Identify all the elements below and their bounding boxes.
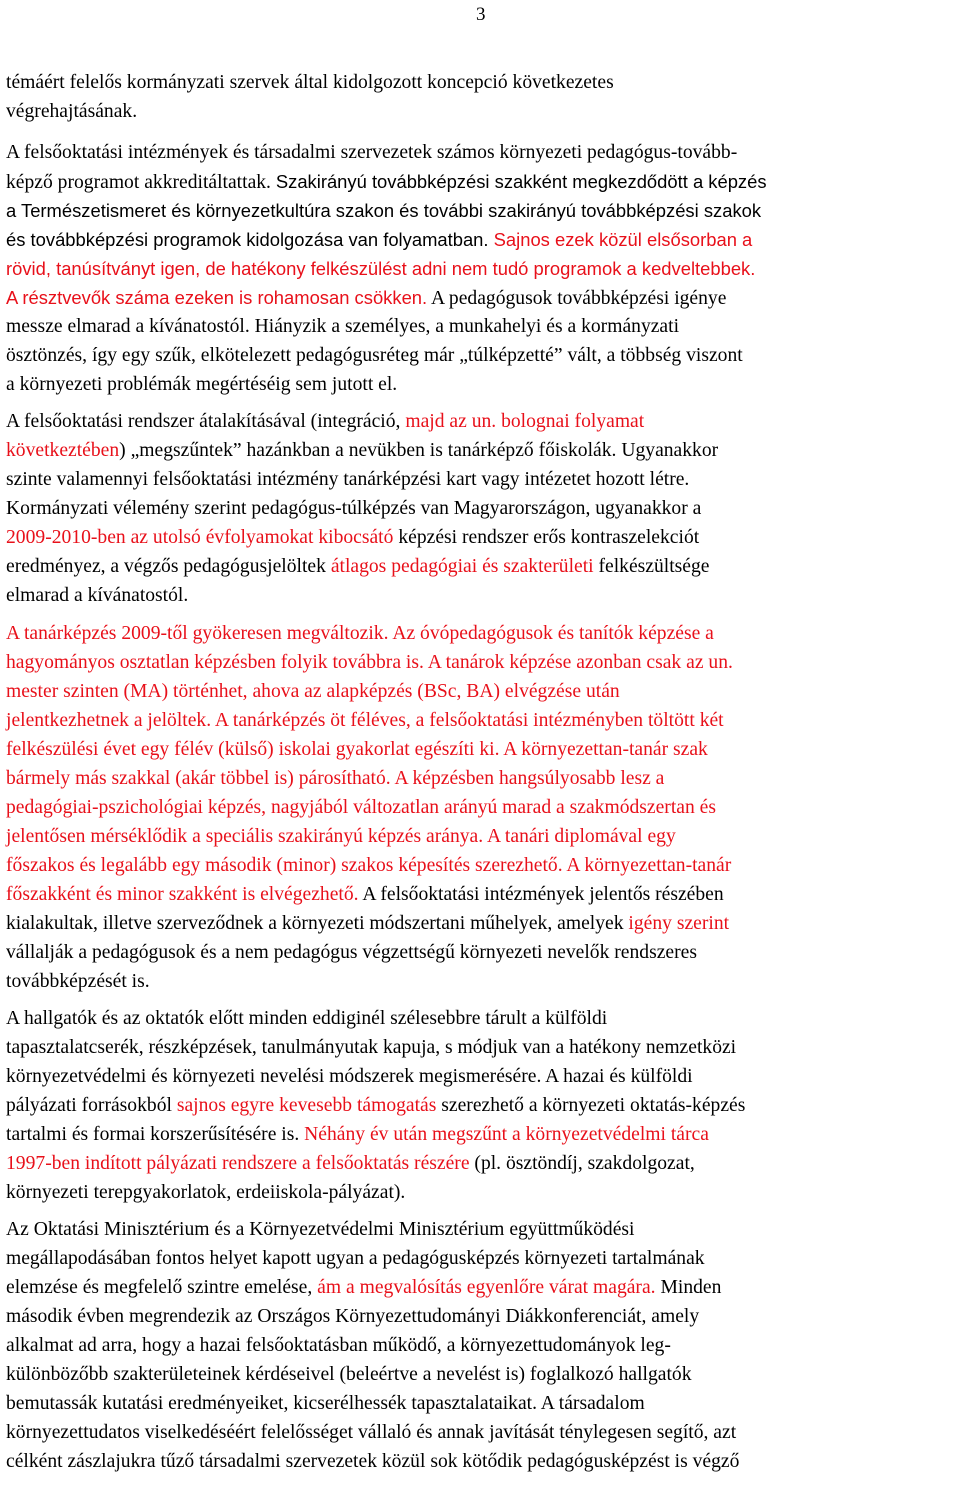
text-line <box>6 1302 956 1331</box>
text-run: főszakként és minor szakként is elvégezhető. <box>6 884 359 905</box>
text-line <box>6 793 956 822</box>
text-run: felkészültsége <box>593 556 710 577</box>
text-run: tartalmi és formai korszerűsítésére is. <box>6 1124 305 1145</box>
document-body <box>6 68 956 1476</box>
text-run: második évben megrendezik az Országos Környezettudományi Diákkonferenciát, amely <box>6 1306 700 1327</box>
text-run: képző programot akkreditáltattak. <box>6 172 276 193</box>
text-line <box>6 938 956 967</box>
text-line <box>6 1273 956 1302</box>
text-line <box>6 68 956 97</box>
text-run: különbözőbb szakterületeinek kérdéseivel (beleértve a nevelést is) foglalkozó hallgatók <box>6 1364 692 1385</box>
text-run: kialakultak, illetve szerveződnek a környezeti módszertani műhelyek, amelyek <box>6 913 629 934</box>
text-run: átlagos pedagógiai és szakterületi <box>330 556 594 577</box>
text-line <box>6 1418 956 1447</box>
text-line <box>6 167 956 196</box>
text-run: Minden <box>655 1277 722 1298</box>
text-run: bemutassák kutatási eredményeiket, kicserélhessék tapasztalataikat. A társadalom <box>6 1393 645 1414</box>
text-line <box>6 1091 956 1120</box>
text-line <box>6 1033 956 1062</box>
text-line <box>6 97 956 126</box>
text-line <box>6 465 956 494</box>
text-line <box>6 436 956 465</box>
text-line <box>6 648 956 677</box>
paragraph-gap <box>6 996 956 1004</box>
text-line <box>6 1178 956 1207</box>
text-run: rövid, tanúsítványt igen, de hatékony felkészülést adni nem tudó programok a kedveltebbek. <box>6 258 756 279</box>
text-line <box>6 1447 956 1476</box>
text-run: tapasztalatcserék, részképzések, tanulmányutak kapuja, s módjuk van a hatékony nemzetközi <box>6 1037 737 1058</box>
paragraph-1 <box>6 68 956 126</box>
text-run: megállapodásában fontos helyet kapott ugyan a pedagógusképzés környezeti tartalmának <box>6 1248 705 1269</box>
text-line <box>6 138 956 167</box>
text-line <box>6 523 956 552</box>
text-line <box>6 407 956 436</box>
text-run: vállalják a pedagógusok és a nem pedagógus végzettségű környezeti nevelők rendszeres <box>6 942 697 963</box>
text-run: sajnos egyre kevesebb támogatás <box>176 1095 437 1116</box>
text-line <box>6 581 956 610</box>
text-run: A résztvevők száma ezeken is rohamosan csökken. <box>6 287 428 308</box>
text-run: következtében <box>6 440 120 461</box>
text-line <box>6 225 956 254</box>
text-run: szinte valamennyi felsőoktatási intézmény tanárképzési kart vagy intézetet hozott létre. <box>6 469 690 490</box>
text-line <box>6 822 956 851</box>
text-run: ) „megszűntek” hazánkban a nevükben is tanárképző főiskolák. Ugyanakkor <box>119 440 719 461</box>
text-run: Sajnos ezek közül elsősorban a <box>493 229 753 250</box>
text-run: környezetvédelmi és környezeti nevelési módszerek megismerésére. A hazai és külföldi <box>6 1066 693 1087</box>
paragraph-gap <box>6 399 956 407</box>
text-run: A felsőoktatási intézmények és társadalmi szervezetek számos környezeti pedagógus-tovább- <box>6 142 738 163</box>
text-line <box>6 552 956 581</box>
text-run: igény szerint <box>628 913 730 934</box>
text-run: Az Oktatási Minisztérium és a Környezetvédelmi Minisztérium együttműködési <box>6 1219 635 1240</box>
text-line <box>6 1360 956 1389</box>
text-line <box>6 1004 956 1033</box>
paragraph-6 <box>6 1215 956 1476</box>
text-run: felkészülési évet egy félév (külső) iskolai gyakorlat egészíti ki. A környezettan-tanár szak <box>6 739 708 760</box>
paragraph-5 <box>6 1004 956 1207</box>
text-run: továbbképzését is. <box>6 971 150 992</box>
text-line <box>6 341 956 370</box>
text-run: Szakirányú továbbképzési szakként megkezdődött a képzés <box>275 171 767 192</box>
text-line <box>6 880 956 909</box>
text-run: főszakos és legalább egy második (minor) szakos képesítés szerezhető. A környezettan-tanár <box>6 855 732 876</box>
text-run: A felsőoktatási rendszer átalakításával (integráció, <box>6 411 406 432</box>
paragraph-gap <box>6 610 956 619</box>
text-run: környezettudatos viselkedéséért felelősséget vállaló és annak javítását ténylegesen segítő, azt <box>6 1422 737 1443</box>
text-run: A pedagógusok továbbképzési igénye <box>427 288 727 309</box>
text-line <box>6 1331 956 1360</box>
paragraph-4 <box>6 619 956 996</box>
text-run: 1997-ben indított pályázati rendszere a felsőoktatás részére <box>6 1153 470 1174</box>
text-line <box>6 1244 956 1273</box>
text-line <box>6 619 956 648</box>
text-run: Néhány év után megszűnt a környezetvédelmi tárca <box>304 1124 709 1145</box>
text-run: messze elmarad a kívánatostól. Hiányzik a személyes, a munkahelyi és a kormányzati <box>6 316 680 337</box>
paragraph-gap <box>6 126 956 138</box>
text-run: és továbbképzési programok kidolgozása van folyamatban. <box>6 229 494 250</box>
text-run: a környezeti problémák megértéséig sem jutott el. <box>6 374 398 395</box>
text-line <box>6 494 956 523</box>
text-run: majd az un. bolognai folyamat <box>405 411 645 432</box>
text-line <box>6 735 956 764</box>
text-line <box>6 1389 956 1418</box>
text-run: Kormányzati vélemény szerint pedagógus-túlképzés van Magyarországon, ugyanakkor a <box>6 498 702 519</box>
text-run: szerezhető a környezeti oktatás-képzés <box>436 1095 746 1116</box>
text-run: bármely más szakkal (akár többel is) párosítható. A képzésben hangsúlyosabb lesz a <box>6 768 665 789</box>
text-run: eredményez, a végzős pedagógusjelöltek <box>6 556 331 577</box>
text-line <box>6 764 956 793</box>
text-line <box>6 1149 956 1178</box>
text-run: elmarad a kívánatostól. <box>6 585 189 606</box>
text-run: végrehajtásának. <box>6 101 138 122</box>
text-line <box>6 254 956 283</box>
text-line <box>6 196 956 225</box>
paragraph-3 <box>6 407 956 610</box>
text-run: témáért felelős kormányzati szervek által kidolgozott koncepció következetes <box>6 72 614 93</box>
text-line <box>6 851 956 880</box>
text-line <box>6 370 956 399</box>
text-run: hagyományos osztatlan képzésben folyik továbbra is. A tanárok képzése azonban csak az un. <box>6 652 733 673</box>
text-run: célként zászlajukra tűző társadalmi szervezetek közül sok kötődik pedagógusképzést is végző <box>6 1451 740 1472</box>
text-run: pályázati forrásokból <box>6 1095 177 1116</box>
text-line <box>6 312 956 341</box>
text-run: ám a megvalósítás egyenlőre várat magára. <box>317 1277 656 1298</box>
text-line <box>6 677 956 706</box>
text-run: jelentősen mérséklődik a speciális szakirányú képzés aránya. A tanári diplomával egy <box>6 826 676 847</box>
text-line <box>6 1062 956 1091</box>
text-run: környezeti terepgyakorlatok, erdeiiskola-pályázat). <box>6 1182 406 1203</box>
paragraph-2 <box>6 138 956 399</box>
text-run: A felsőoktatási intézmények jelentős részében <box>358 884 724 905</box>
text-run: A tanárképzés 2009-től gyökeresen megváltozik. Az óvópedagógusok és tanítók képzése a <box>6 623 714 644</box>
text-run: pedagógiai-pszichológiai képzés, nagyjából változatlan arányú marad a szakmódszertan és <box>6 797 716 818</box>
page-number: 3 <box>476 4 486 25</box>
text-line <box>6 1120 956 1149</box>
text-line <box>6 1215 956 1244</box>
text-run: ösztönzés, így egy szűk, elkötelezett pedagógusréteg már „túlképzetté” vált, a többség viszont <box>6 345 743 366</box>
text-run: alkalmat ad arra, hogy a hazai felsőoktatásban működő, a környezettudományok leg- <box>6 1335 671 1356</box>
text-run: a Természetismeret és környezetkultúra szakon és további szakirányú továbbképzési szakok <box>6 200 762 221</box>
text-line <box>6 967 956 996</box>
text-run: képzési rendszer erős kontraszelekciót <box>393 527 700 548</box>
text-run: elemzése és megfelelő szintre emelése, <box>6 1277 318 1298</box>
text-run: 2009-2010-ben az utolsó évfolyamokat kibocsátó <box>6 527 394 548</box>
text-run: jelentkezhetnek a jelöltek. A tanárképzés öt féléves, a felsőoktatási intézményben töltött két <box>6 710 724 731</box>
text-run: A hallgatók és az oktatók előtt minden eddiginél szélesebbre tárult a külföldi <box>6 1008 608 1029</box>
text-run: (pl. ösztöndíj, szakdolgozat, <box>469 1153 695 1174</box>
text-line <box>6 909 956 938</box>
paragraph-gap <box>6 1207 956 1215</box>
text-run: mester szinten (MA) történhet, ahova az alapképzés (BSc, BA) elvégzése után <box>6 681 620 702</box>
text-line <box>6 706 956 735</box>
text-line <box>6 283 956 312</box>
